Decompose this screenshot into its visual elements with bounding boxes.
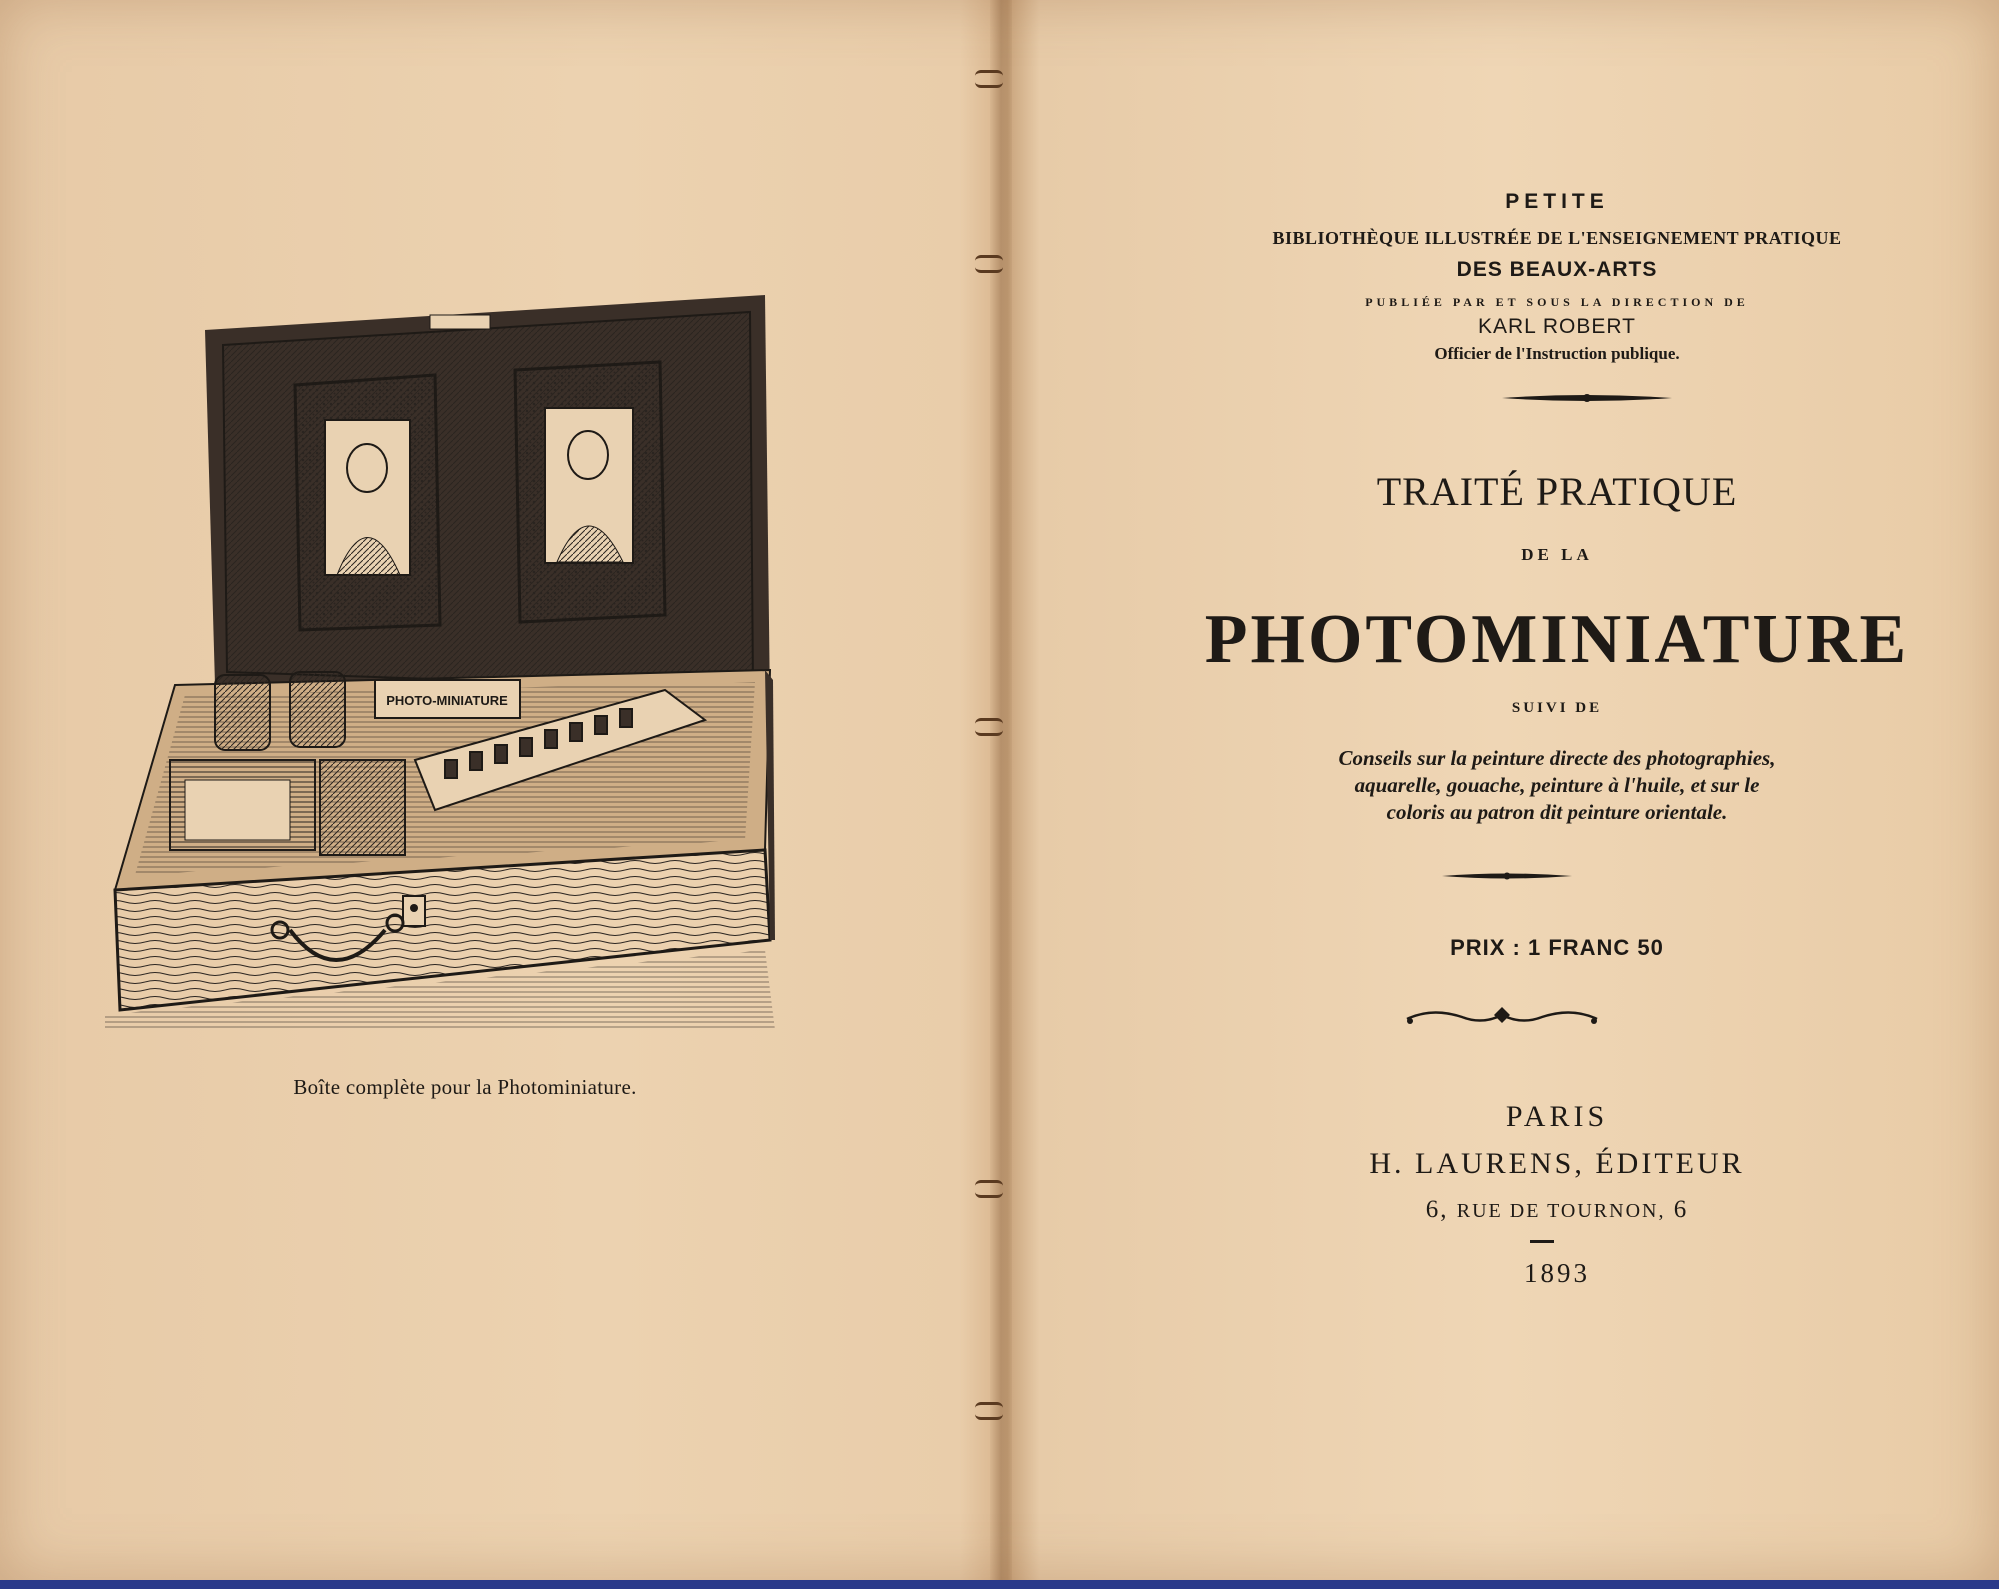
- series-line-4: PUBLIÉE PAR ET SOUS LA DIRECTION DE: [1365, 295, 1749, 309]
- illustration-caption: Boîte complète pour la Photominiature.: [293, 1075, 637, 1099]
- publication-year: 1893: [1524, 1258, 1590, 1288]
- ornament-rule-icon: [1502, 392, 1672, 404]
- right-page: [1012, 0, 1999, 1580]
- address-number-2: 6: [1673, 1196, 1689, 1223]
- title-line-2: DE LA: [1521, 545, 1593, 564]
- address-street: RUE DE TOURNON,: [1456, 1200, 1666, 1222]
- box-label: PHOTO-MINIATURE: [386, 693, 508, 708]
- ornament-rule-icon: [1442, 870, 1572, 882]
- subtitle: [1142, 745, 1972, 826]
- engraving-toolbox-icon: [105, 290, 775, 1030]
- director-name: KARL ROBERT: [1477, 315, 1637, 338]
- publisher-address: [1142, 1196, 1972, 1224]
- price: PRIX : 1 FRANC 50: [1450, 935, 1664, 960]
- short-rule: [1530, 1240, 1554, 1243]
- series-line-2: BIBLIOTHÈQUE ILLUSTRÉE DE L'ENSEIGNEMENT PRATIQUE: [1272, 228, 1842, 248]
- series-line-3: DES BEAUX-ARTS: [1456, 258, 1658, 281]
- publisher: H. LAURENS, ÉDITEUR: [1369, 1147, 1745, 1180]
- series-line-1: PETITE: [1505, 190, 1609, 213]
- subtitle-line-3: coloris au patron dit peinture orientale.: [1386, 800, 1728, 824]
- city: PARIS: [1505, 1100, 1609, 1133]
- address-number: 6,: [1425, 1196, 1449, 1223]
- flourish-ornament-icon: [1402, 1005, 1602, 1029]
- subtitle-line-1: Conseils sur la peinture directe des photographies,: [1338, 746, 1776, 770]
- title-line-1: TRAITÉ PRATIQUE: [1376, 469, 1738, 514]
- followed-by: SUIVI DE: [1511, 700, 1603, 716]
- subtitle-line-2: aquarelle, gouache, peinture à l'huile, et sur le: [1354, 773, 1760, 797]
- left-page: [0, 0, 990, 1580]
- book-spine: [990, 0, 1012, 1580]
- main-title: PHOTOMINIATURE: [1204, 601, 1910, 678]
- director-title: Officier de l'Instruction publique.: [1434, 344, 1680, 363]
